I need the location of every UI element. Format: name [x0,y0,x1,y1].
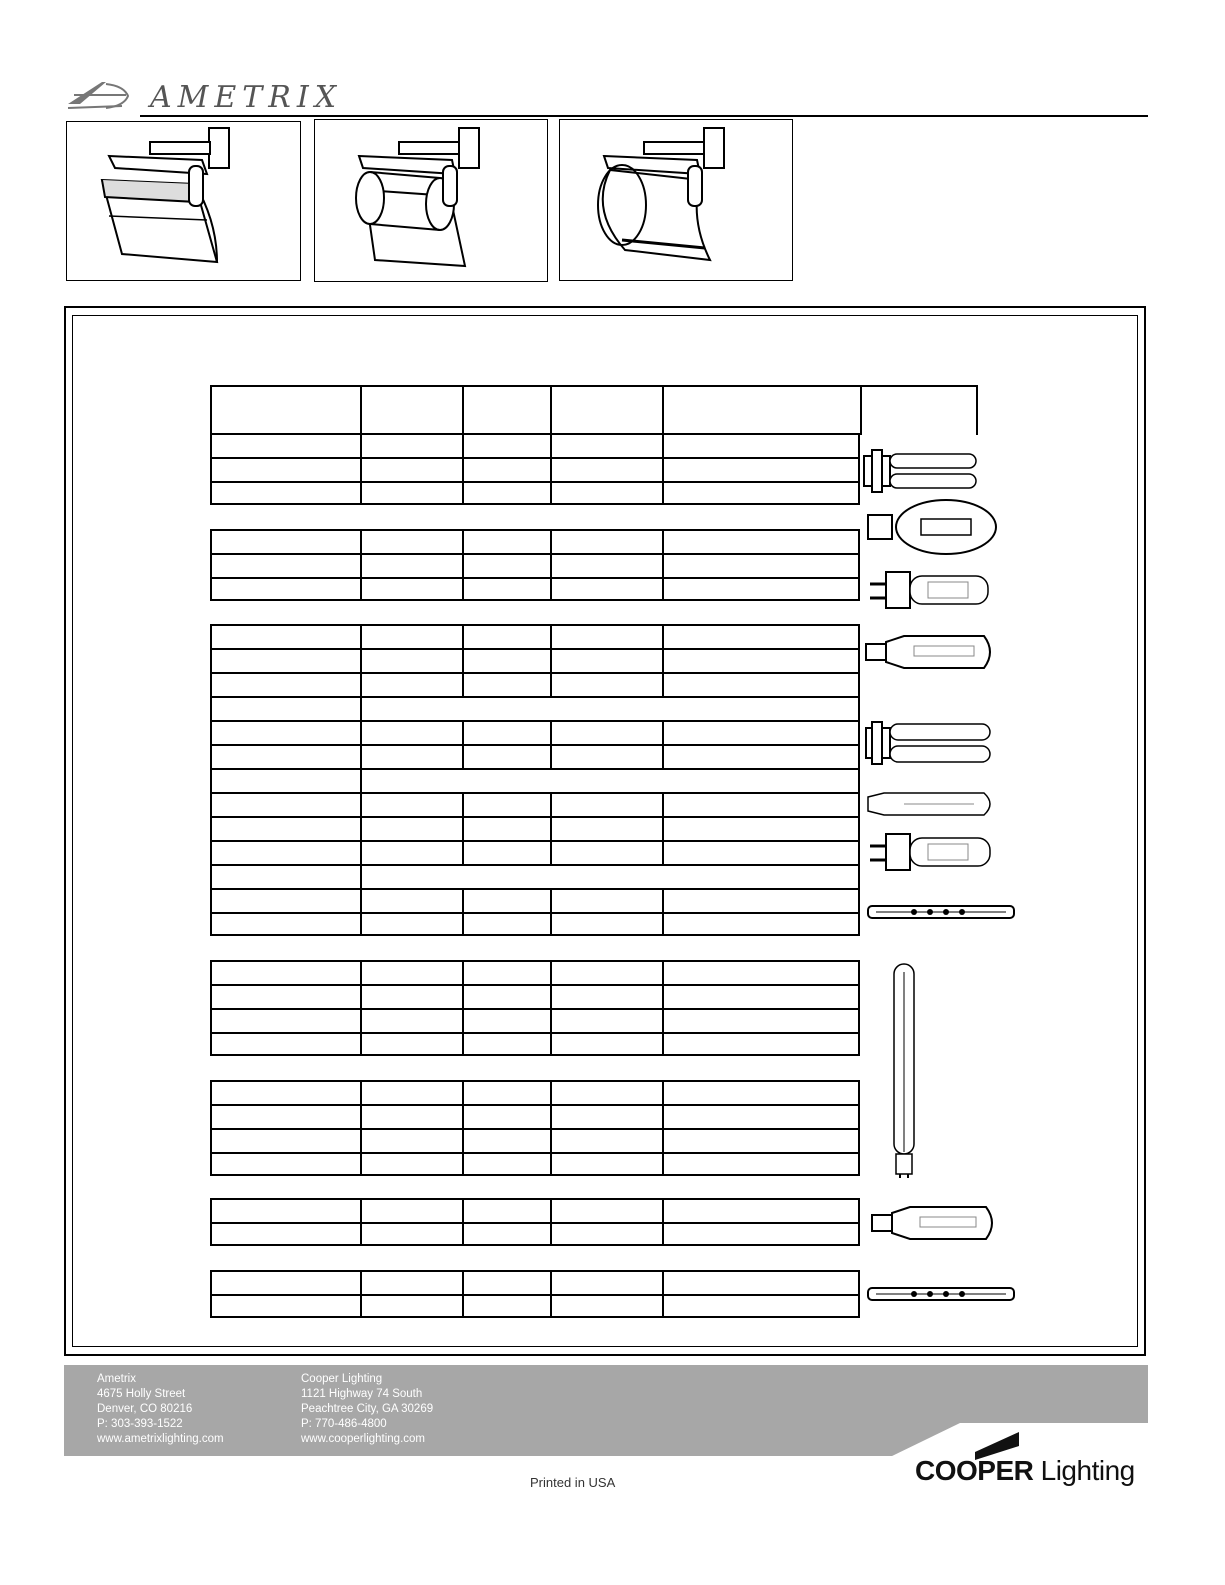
column-divider [462,459,464,481]
column-divider [360,1010,362,1032]
table-row [210,433,860,457]
column-divider [550,650,552,672]
column-divider [462,1154,464,1174]
footer-ametrix-name: Ametrix [97,1373,136,1385]
column-divider [860,387,862,435]
column-divider [550,842,552,864]
column-divider [662,890,664,912]
table-row [210,816,860,840]
table-row [210,1198,860,1222]
table-row [210,888,860,912]
column-divider [462,674,464,696]
column-divider [360,818,362,840]
table-row [210,457,860,481]
ed-hid-lamp-icon [864,632,998,672]
table-row [210,529,860,553]
column-divider [462,914,464,934]
table-row [210,792,860,816]
table-row [210,1128,860,1152]
column-divider [662,1200,664,1222]
column-divider [462,986,464,1008]
column-divider [550,1224,552,1244]
column-divider [550,1296,552,1316]
column-divider [360,746,362,768]
column-divider [462,746,464,768]
column-divider [550,746,552,768]
tubular-hid-lamp-icon [864,789,996,819]
column-divider [360,842,362,864]
column-divider [462,650,464,672]
column-divider [662,387,664,435]
column-divider [360,890,362,912]
table-row [210,648,860,672]
footer-ametrix-web[interactable]: www.ametrixlighting.com [97,1433,224,1445]
column-divider [550,914,552,934]
column-divider [550,962,552,984]
column-divider [360,555,362,577]
column-divider [360,531,362,553]
column-divider [360,914,362,934]
printed-in-usa: Printed in USA [530,1475,616,1490]
column-divider [662,626,664,648]
column-divider [550,579,552,599]
cooper-logo-bold: COOPER [915,1455,1034,1486]
column-divider [550,483,552,503]
column-divider [662,1272,664,1294]
column-divider [462,962,464,984]
column-divider [462,818,464,840]
column-divider [662,1106,664,1128]
column-divider [360,435,362,457]
table-row [210,481,860,505]
table-row [210,1104,860,1128]
column-divider [550,626,552,648]
column-divider [360,459,362,481]
table-row-note [210,864,860,888]
column-divider [550,1272,552,1294]
column-divider [360,387,362,435]
column-divider [550,1200,552,1222]
column-divider [462,1034,464,1054]
column-divider [360,1082,362,1104]
column-divider [360,674,362,696]
column-divider [550,1106,552,1128]
brand-wordmark: AMETRIX [150,80,343,115]
column-divider [662,746,664,768]
column-divider [462,1130,464,1152]
column-divider [462,722,464,744]
column-divider [662,1130,664,1152]
column-divider [550,1010,552,1032]
column-divider [360,698,362,720]
table-row [210,1080,860,1104]
column-divider [550,794,552,816]
table-row [210,672,860,696]
cooper-logo-light: Lighting [1040,1455,1135,1486]
column-divider [662,1034,664,1054]
bipin-metal-halide-icon [868,830,996,874]
column-divider [662,531,664,553]
column-divider [360,626,362,648]
column-divider [550,1130,552,1152]
column-divider [462,626,464,648]
column-divider [462,1200,464,1222]
table-header-row [210,385,978,435]
column-divider [462,1296,464,1316]
column-divider [462,794,464,816]
table-row [210,840,860,864]
cooper-lighting-logo [915,1455,1135,1487]
column-divider [662,555,664,577]
column-divider [462,890,464,912]
footer-ametrix-city: Denver, CO 80216 [97,1403,193,1415]
table-row [210,984,860,1008]
column-divider [360,1106,362,1128]
column-divider [462,1224,464,1244]
column-divider [360,794,362,816]
table-row-note [210,768,860,792]
column-divider [462,435,464,457]
column-divider [662,1296,664,1316]
column-divider [662,794,664,816]
column-divider [550,1154,552,1174]
column-divider [360,962,362,984]
long-twin-tube-cfl-icon [890,962,918,1180]
table-row [210,577,860,601]
column-divider [662,962,664,984]
column-divider [360,1200,362,1222]
footer-cooper-address [301,1372,433,1447]
column-divider [360,770,362,792]
column-divider [360,579,362,599]
table-row [210,1294,860,1318]
column-divider [550,890,552,912]
footer-ametrix-address [97,1372,224,1447]
column-divider [360,986,362,1008]
column-divider [462,387,464,435]
column-divider [360,1130,362,1152]
table-row [210,1222,860,1246]
column-divider [462,555,464,577]
double-ended-halogen-icon [866,1284,1016,1304]
column-divider [662,722,664,744]
column-divider [462,1272,464,1294]
column-divider [550,459,552,481]
table-row [210,1270,860,1294]
column-divider [662,842,664,864]
table-row [210,912,860,936]
column-divider [662,435,664,457]
column-divider [360,722,362,744]
column-divider [360,1154,362,1174]
table-row [210,720,860,744]
column-divider [662,914,664,934]
column-divider [462,1082,464,1104]
column-divider [550,387,552,435]
column-divider [662,1082,664,1104]
column-divider [550,1034,552,1054]
bipin-metal-halide-icon [868,568,994,612]
column-divider [360,650,362,672]
column-divider [462,1106,464,1128]
column-divider [550,986,552,1008]
footer-cooper-city: Peachtree City, GA 30269 [301,1403,434,1415]
table-row [210,1032,860,1056]
quad-tube-cfl-icon [862,448,980,496]
column-divider [550,674,552,696]
footer-cooper-phone: P: 770-486-4800 [301,1418,387,1430]
table-row [210,553,860,577]
footer-ametrix-phone: P: 303-393-1522 [97,1418,183,1430]
column-divider [360,1034,362,1054]
column-divider [360,866,362,888]
column-divider [662,986,664,1008]
column-divider [662,1224,664,1244]
column-divider [550,531,552,553]
footer-cooper-name: Cooper Lighting [301,1373,383,1385]
column-divider [360,1296,362,1316]
footer-cooper-street: 1121 Highway 74 South [301,1388,423,1400]
column-divider [360,1224,362,1244]
column-divider [662,650,664,672]
column-divider [550,1082,552,1104]
column-divider [662,1010,664,1032]
column-divider [662,674,664,696]
quad-tube-cfl-icon [864,720,994,768]
table-row [210,744,860,768]
column-divider [662,818,664,840]
column-divider [662,1154,664,1174]
column-divider [662,459,664,481]
column-divider [462,1010,464,1032]
double-ended-halogen-icon [866,902,1016,922]
table-row-note [210,696,860,720]
footer-cooper-web[interactable]: www.cooperlighting.com [301,1433,426,1445]
table-row [210,624,860,648]
table-row [210,1152,860,1176]
column-divider [462,579,464,599]
ellipsoid-hid-lamp-icon [866,497,998,557]
footer-ametrix-street: 4675 Holly Street [97,1388,186,1400]
column-divider [550,722,552,744]
column-divider [550,555,552,577]
table-row [210,960,860,984]
column-divider [360,483,362,503]
column-divider [662,579,664,599]
column-divider [550,435,552,457]
column-divider [462,842,464,864]
column-divider [360,1272,362,1294]
column-divider [462,531,464,553]
ed-hid-lamp-icon [870,1203,1000,1243]
column-divider [550,818,552,840]
table-row [210,1008,860,1032]
column-divider [462,483,464,503]
column-divider [662,483,664,503]
